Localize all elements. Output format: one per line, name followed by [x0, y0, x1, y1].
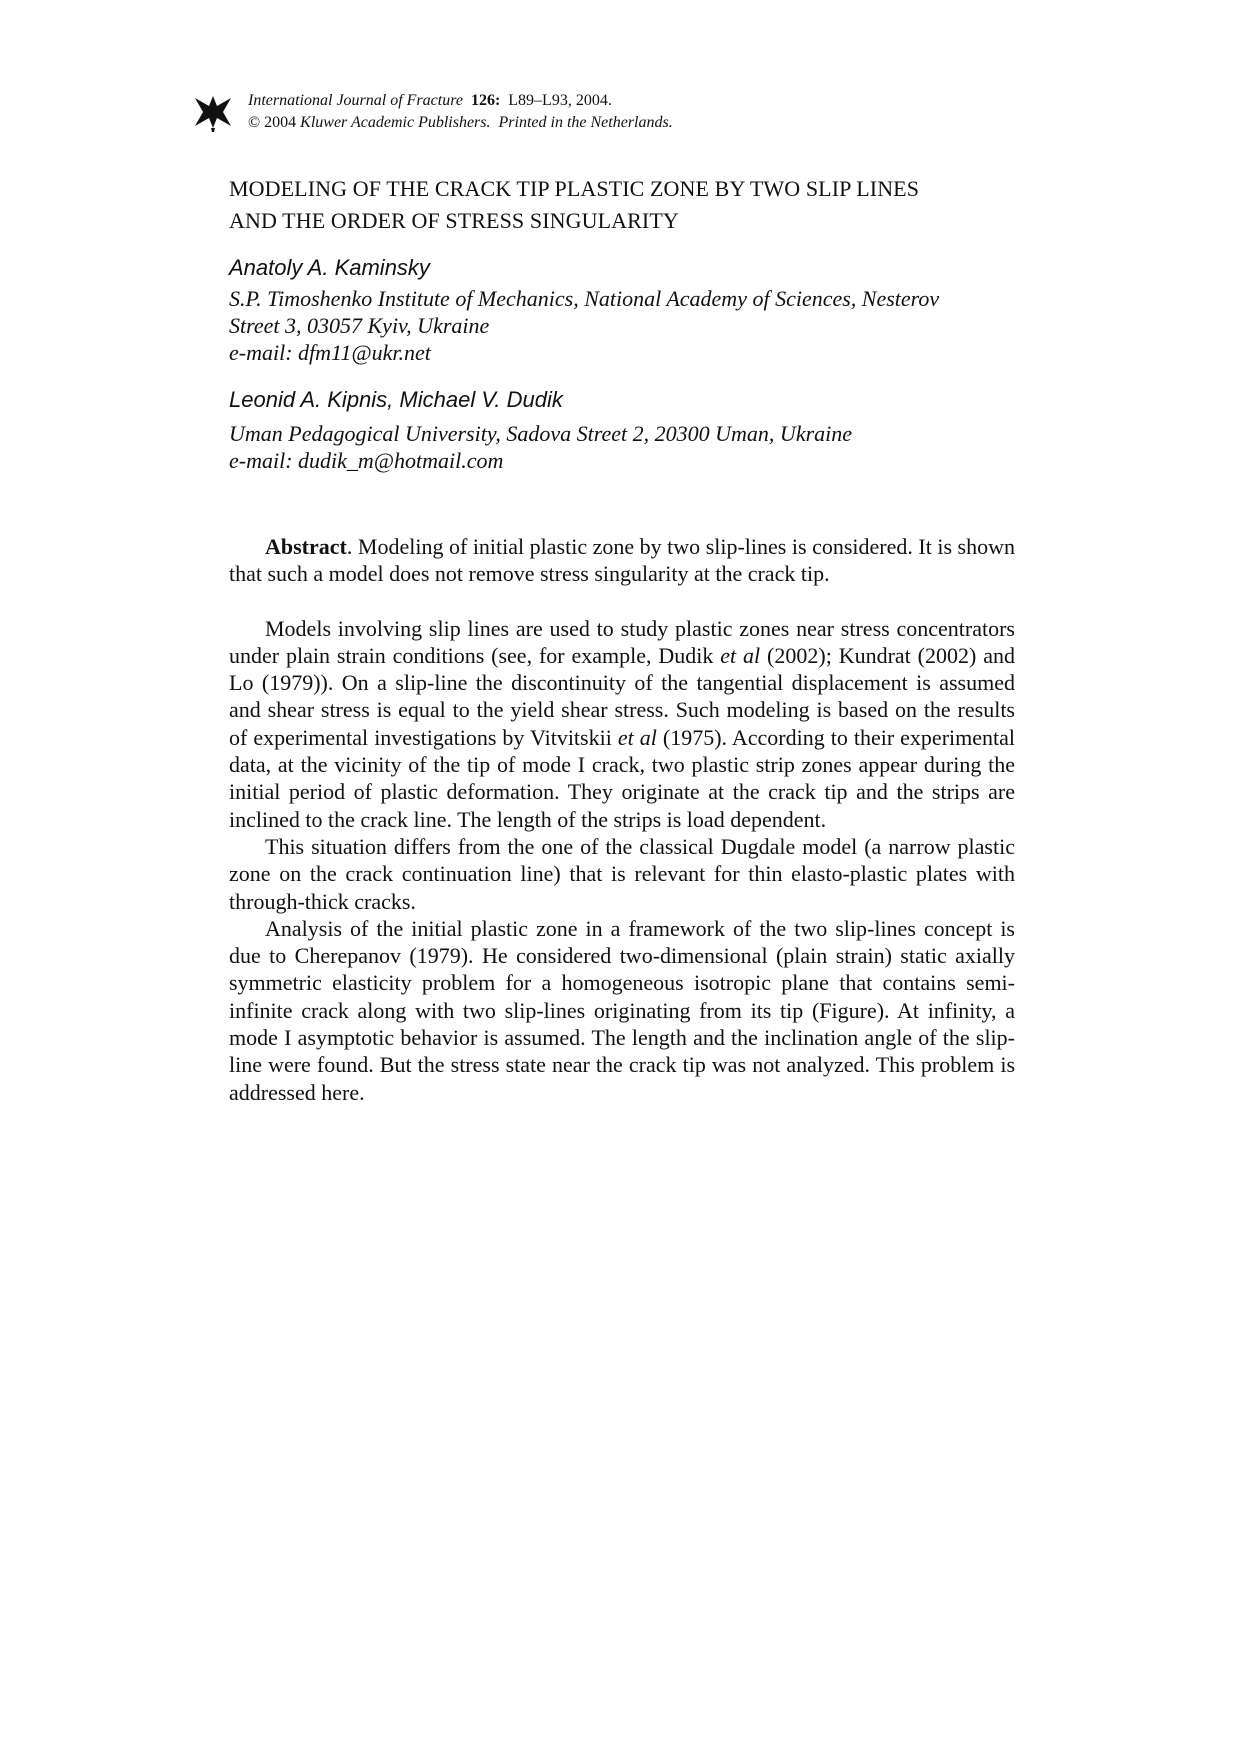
publisher-logo-icon: [195, 92, 231, 132]
journal-name: International Journal of Fracture: [248, 92, 463, 109]
author-1-name: Anatoly A. Kaminsky: [229, 255, 430, 280]
abstract-label: Abstract: [265, 534, 347, 559]
title-line-2: AND THE ORDER OF STRESS SINGULARITY: [229, 208, 679, 233]
author-1-affiliation: [229, 285, 1049, 366]
p1-part-b: (2002); Kundrat (2002) and Lo (1979)). On a slip-line the discontinuity of the tangential displacement is assumed and shear stress is equal to the yield shear stress. Such modeling is based on the results of experimental investigations by Vitvitskii: [229, 642, 1015, 750]
abstract: [229, 533, 1015, 588]
author-1-email: e-mail: dfm11@ukr.net: [229, 340, 431, 365]
author-2-email: e-mail: dudik_m@hotmail.com: [229, 448, 504, 473]
pages: L89–L93, 2004.: [508, 92, 612, 109]
paper-title: [229, 173, 1049, 237]
author-2-affil-line: Uman Pedagogical University, Sadova Street 2, 20300 Uman, Ukraine: [229, 421, 853, 446]
copyright-year: © 2004: [248, 114, 297, 131]
author-2-names: Leonid A. Kipnis, Michael V. Dudik: [229, 387, 563, 412]
p1-etal-2: et al: [617, 724, 657, 750]
paper-body: [229, 533, 1015, 1106]
p1-etal-1: et al: [720, 642, 761, 668]
p1-part-a: Models involving slip lines are used to study plastic zones near stress concentrators under plain strain conditions (see, for example, Dudik: [229, 615, 1015, 668]
citation-line: [248, 90, 673, 112]
body-paragraph-1: [229, 615, 1015, 833]
journal-header: [248, 90, 673, 134]
printed-note: Printed in the Netherlands.: [498, 114, 673, 131]
author-1-affil-line-2: Street 3, 03057 Kyiv, Ukraine: [229, 313, 490, 338]
copyright-line: [248, 112, 673, 134]
body-paragraph-2: This situation differs from the one of the classical Dugdale model (a narrow plastic zone on the crack continuation line) that is relevant for thin elasto-plastic plates with through-thick cracks.: [229, 833, 1015, 914]
title-line-1: MODELING OF THE CRACK TIP PLASTIC ZONE BY TWO SLIP LINES: [229, 176, 920, 201]
author-1-affil-line-1: S.P. Timoshenko Institute of Mechanics, National Academy of Sciences, Nesterov: [229, 286, 940, 311]
publisher-name: Kluwer Academic Publishers.: [300, 114, 491, 131]
abstract-text: . Modeling of initial plastic zone by two slip-lines is considered. It is shown that such a model does not remove stress singularity at the crack tip.: [229, 534, 1015, 587]
author-2-affiliation: [229, 420, 1049, 474]
p1-part-c: (1975). According to their experimental data, at the vicinity of the tip of mode I crack, two plastic strip zones appear during the initial period of plastic deformation. They originate at the crack tip and the strips are inclined to the crack line. The length of the strips is load dependent.: [229, 724, 1016, 832]
volume: 126:: [470, 92, 501, 109]
body-paragraph-3: Analysis of the initial plastic zone in a framework of the two slip-lines concept is due to Cherepanov (1979). He considered two-dimensional (plain strain) static axially symmetric elasticity problem for a homogeneous isotropic plane that contains semi-infinite crack along with two slip-lines originating from its tip (Figure). At infinity, a mode I asymptotic behavior is assumed. The length and the inclination angle of the slip-line were found. But the stress state near the crack tip was not analyzed. This problem is addressed here.: [229, 915, 1015, 1105]
